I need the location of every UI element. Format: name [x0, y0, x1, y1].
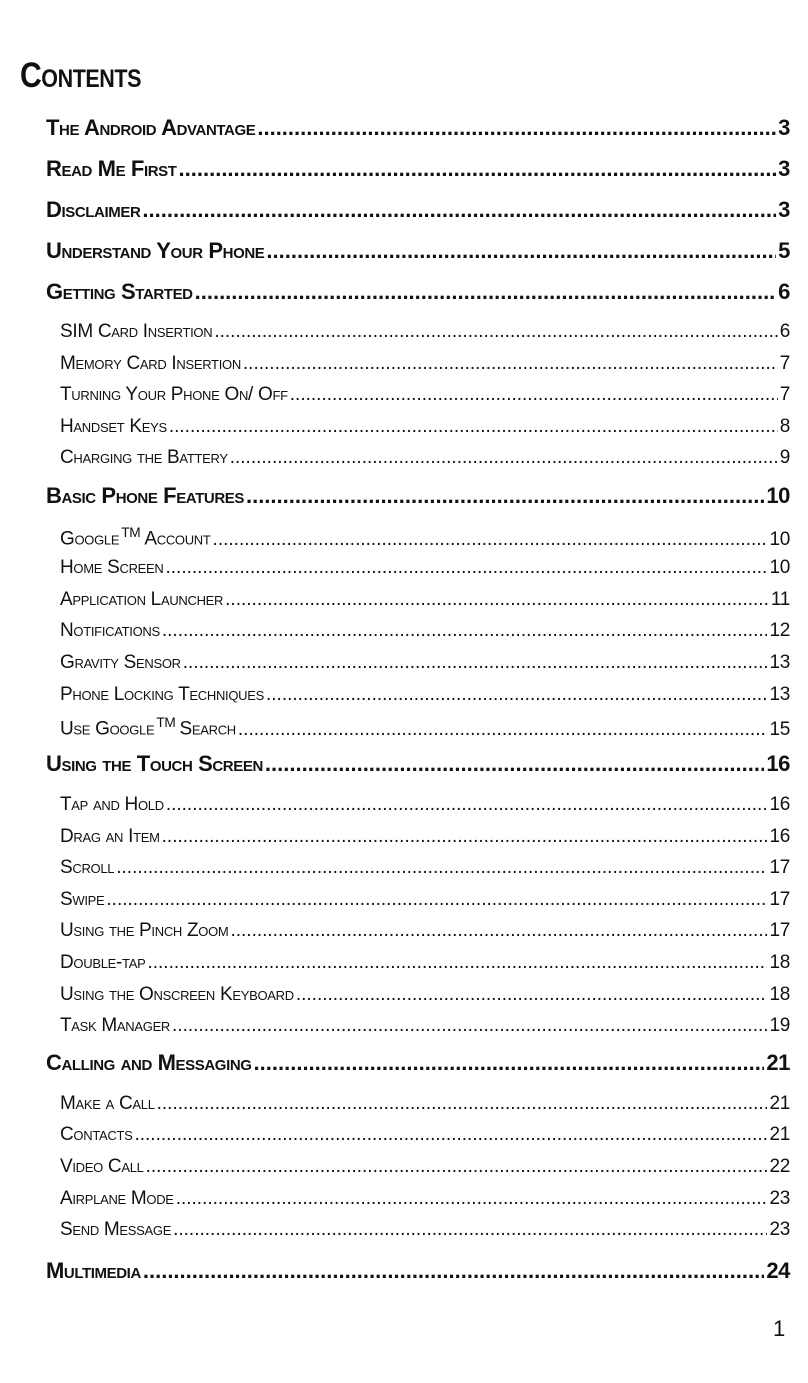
toc-entry-title: Understand Your Phone: [46, 238, 265, 263]
dot-leader: [238, 720, 768, 739]
toc-section-entry[interactable]: [46, 117, 790, 139]
toc-entry-title: Gravity Sensor: [60, 652, 181, 673]
toc-subsection-entry[interactable]: [60, 590, 790, 609]
toc-subsection-entry[interactable]: [60, 448, 790, 467]
toc-entry-title: Video Call: [60, 1156, 144, 1177]
toc-subsection-entry[interactable]: [60, 921, 790, 940]
toc-section-entry[interactable]: [46, 1052, 790, 1074]
toc-entry-title: Google: [60, 528, 120, 550]
toc-entry-label: [60, 827, 160, 846]
toc-page-number: 18: [769, 984, 790, 1005]
trademark-mark: TM: [121, 525, 141, 540]
toc-entry-title: Double-tap: [60, 952, 146, 973]
toc-entry-title: Using the Pinch Zoom: [60, 920, 229, 941]
toc-entry-label: [60, 953, 145, 972]
trademark-mark: TM: [156, 715, 176, 730]
toc-page-number: 24: [766, 1258, 790, 1283]
dot-leader: [143, 1260, 764, 1282]
toc-page-number: 17: [769, 920, 790, 941]
page-title: Contents: [20, 56, 142, 95]
toc-page-number: 10: [769, 557, 790, 578]
toc-page-number: 6: [778, 279, 790, 304]
dot-leader: [142, 199, 776, 221]
dot-leader: [195, 281, 777, 303]
toc-subsection-entry[interactable]: [60, 685, 790, 704]
dot-leader: [213, 530, 768, 549]
toc-entry-title: Tap and Hold: [60, 794, 164, 815]
toc-entry-title: Handset Keys: [60, 416, 167, 437]
toc-page-number: 8: [779, 416, 790, 437]
toc-subsection-entry[interactable]: [60, 716, 790, 739]
toc-subsection-entry[interactable]: [60, 1016, 790, 1035]
toc-entry-title: Application Launcher: [60, 589, 224, 610]
toc-entry-label: [60, 1094, 155, 1113]
dot-leader: [116, 858, 767, 877]
toc-entry-title: Make a Call: [60, 1093, 155, 1114]
toc-page-number: 23: [769, 1188, 790, 1209]
toc-subsection-entry[interactable]: [60, 953, 790, 972]
dot-leader: [296, 985, 768, 1004]
toc-subsection-entry[interactable]: [60, 827, 790, 846]
toc-page-number: 15: [769, 718, 790, 740]
toc-entry-title: Home Screen: [60, 557, 164, 578]
toc-section-entry[interactable]: [46, 281, 790, 303]
toc-entry-title: Multimedia: [46, 1258, 141, 1283]
toc-page-number: 21: [769, 1093, 790, 1114]
toc-section-entry[interactable]: [46, 753, 790, 775]
toc-section-entry[interactable]: [46, 240, 790, 262]
toc-subsection-entry[interactable]: [60, 1220, 790, 1239]
toc-entry-label: [60, 385, 288, 404]
toc-page-number: 9: [779, 447, 790, 468]
toc-page-number: 10: [766, 483, 790, 508]
toc-page-number: 17: [769, 857, 790, 878]
dot-leader: [162, 621, 768, 640]
toc-page-number: 7: [779, 353, 790, 374]
toc-page-number: 5: [778, 238, 790, 263]
toc-entry-label: [60, 890, 104, 909]
toc-entry-label: [60, 858, 114, 877]
toc-entry-title: SIM Card Insertion: [60, 321, 213, 342]
dot-leader: [166, 795, 768, 814]
toc-page-number: 7: [779, 384, 790, 405]
toc-entry-title: Phone Locking Techniques: [60, 684, 264, 705]
toc-entry-title: Scroll: [60, 857, 115, 878]
toc-page-number: 16: [769, 794, 790, 815]
toc-entry-title: Charging the Battery: [60, 447, 228, 468]
toc-page-number: 21: [766, 1050, 790, 1075]
page-number: 1: [773, 1316, 786, 1341]
dot-leader: [134, 1125, 767, 1144]
dot-leader: [172, 1016, 767, 1035]
toc-entry-label: [60, 1189, 174, 1208]
dot-leader: [257, 117, 776, 139]
dot-leader: [157, 1094, 768, 1113]
toc-entry-label: [46, 158, 177, 180]
toc-subsection-entry[interactable]: [60, 385, 790, 404]
toc-entry-title: The Android Advantage: [46, 115, 256, 140]
dot-leader: [290, 385, 778, 404]
dot-leader: [230, 448, 778, 467]
dot-leader: [179, 158, 777, 180]
toc-entry-label: [46, 1052, 252, 1074]
dot-leader: [266, 240, 776, 262]
dot-leader: [176, 1189, 768, 1208]
dot-leader: [230, 921, 767, 940]
dot-leader: [106, 890, 767, 909]
dot-leader: [147, 953, 767, 972]
toc-entry-title: Getting Started: [46, 279, 193, 304]
toc-page-number: 21: [769, 1124, 790, 1145]
dot-leader: [266, 685, 767, 704]
toc-entry-label: [60, 1125, 132, 1144]
toc-page-number: 3: [778, 115, 790, 140]
toc-entry-label: [60, 448, 228, 467]
toc-section-entry[interactable]: [46, 485, 790, 507]
toc-page-number: 3: [778, 156, 790, 181]
toc-entry-title: Send Message: [60, 1219, 172, 1240]
toc-section-entry[interactable]: [46, 158, 790, 180]
toc-entry-title: Airplane Mode: [60, 1188, 174, 1209]
toc-entry-label: [60, 716, 236, 739]
toc-entry-label: [46, 753, 263, 775]
toc-subsection-entry[interactable]: [60, 1189, 790, 1208]
toc-section-entry[interactable]: [46, 199, 790, 221]
toc-entry-label: [60, 526, 211, 549]
toc-page-number: 16: [769, 826, 790, 847]
dot-leader: [166, 558, 768, 577]
toc-entry-label: [46, 117, 255, 139]
toc-entry-label: [60, 795, 164, 814]
toc-entry-label: [60, 322, 212, 341]
toc-entry-title: Turning Your Phone On/ Off: [60, 384, 288, 405]
dot-leader: [146, 1157, 768, 1176]
toc-entry-label: [46, 281, 193, 303]
toc-entry-label: [60, 558, 164, 577]
toc-subsection-entry[interactable]: [60, 1157, 790, 1176]
toc-subsection-entry[interactable]: [60, 890, 790, 909]
dot-leader: [173, 1220, 767, 1239]
toc-subsection-entry[interactable]: [60, 858, 790, 877]
toc-entry-label: [60, 1220, 171, 1239]
toc-entry-label: [46, 1260, 141, 1282]
toc-entry-title: Using the Onscreen Keyboard: [60, 984, 294, 1005]
toc-entry-label: [46, 485, 244, 507]
toc-entry-title: Swipe: [60, 889, 105, 910]
toc-entry-title: Basic Phone Features: [46, 483, 244, 508]
toc-subsection-entry[interactable]: [60, 795, 790, 814]
dot-leader: [162, 827, 768, 846]
toc-subsection-entry[interactable]: [60, 354, 790, 373]
toc-entry-label: [60, 1157, 144, 1176]
toc-page-number: 23: [769, 1219, 790, 1240]
dot-leader: [265, 753, 764, 775]
toc-page-number: 19: [769, 1015, 790, 1036]
toc-page-number: 12: [769, 620, 790, 641]
toc-entry-label: [60, 1016, 170, 1035]
toc-entry-title: Task Manager: [60, 1015, 171, 1036]
dot-leader: [169, 417, 778, 436]
toc-page-number: 6: [779, 321, 790, 342]
toc-page-number: 3: [778, 197, 790, 222]
toc-entry-label: [60, 590, 223, 609]
toc-entry-label: [60, 621, 160, 640]
toc-entry-title: Notifications: [60, 620, 160, 641]
toc-entry-title-suffix: Search: [179, 718, 236, 740]
toc-entry-label: [60, 653, 181, 672]
toc-page-number: 13: [769, 684, 790, 705]
dot-leader: [183, 653, 768, 672]
dot-leader: [214, 322, 777, 341]
toc-entry-title: Memory Card Insertion: [60, 353, 241, 374]
toc-subsection-entry[interactable]: [60, 1125, 790, 1144]
toc-page-number: 11: [770, 589, 790, 610]
toc-subsection-entry[interactable]: [60, 621, 790, 640]
dot-leader: [225, 590, 769, 609]
toc-page-number: 16: [766, 751, 790, 776]
toc-page-number: 22: [769, 1156, 790, 1177]
toc-entry-title: Use Google: [60, 718, 155, 740]
toc-page-number: 10: [769, 528, 790, 550]
toc-entry-title: Drag an Item: [60, 826, 160, 847]
toc-page-number: 18: [769, 952, 790, 973]
toc-entry-label: [46, 240, 264, 262]
toc-entry-label: [60, 354, 241, 373]
toc-entry-title: Disclaimer: [46, 197, 141, 222]
toc-entry-title-suffix: Account: [144, 528, 211, 550]
toc-entry-title: Using the Touch Screen: [46, 751, 263, 776]
toc-page-number: 13: [769, 652, 790, 673]
toc-entry-label: [60, 685, 264, 704]
toc-subsection-entry[interactable]: [60, 985, 790, 1004]
dot-leader: [254, 1052, 765, 1074]
toc-entry-title: Contacts: [60, 1124, 133, 1145]
toc-entry-label: [46, 199, 140, 221]
toc-subsection-entry[interactable]: [60, 322, 790, 341]
toc-entry-title: Calling and Messaging: [46, 1050, 252, 1075]
toc-subsection-entry[interactable]: [60, 653, 790, 672]
toc-subsection-entry[interactable]: [60, 526, 790, 549]
toc-subsection-entry[interactable]: [60, 558, 790, 577]
toc-entry-label: [60, 417, 167, 436]
toc-page-number: 17: [769, 889, 790, 910]
dot-leader: [246, 485, 764, 507]
toc-subsection-entry[interactable]: [60, 417, 790, 436]
toc-entry-title: Read Me First: [46, 156, 177, 181]
toc-entry-label: [60, 985, 294, 1004]
toc-section-entry[interactable]: [46, 1260, 790, 1282]
toc-subsection-entry[interactable]: [60, 1094, 790, 1113]
dot-leader: [243, 354, 778, 373]
toc-entry-label: [60, 921, 228, 940]
